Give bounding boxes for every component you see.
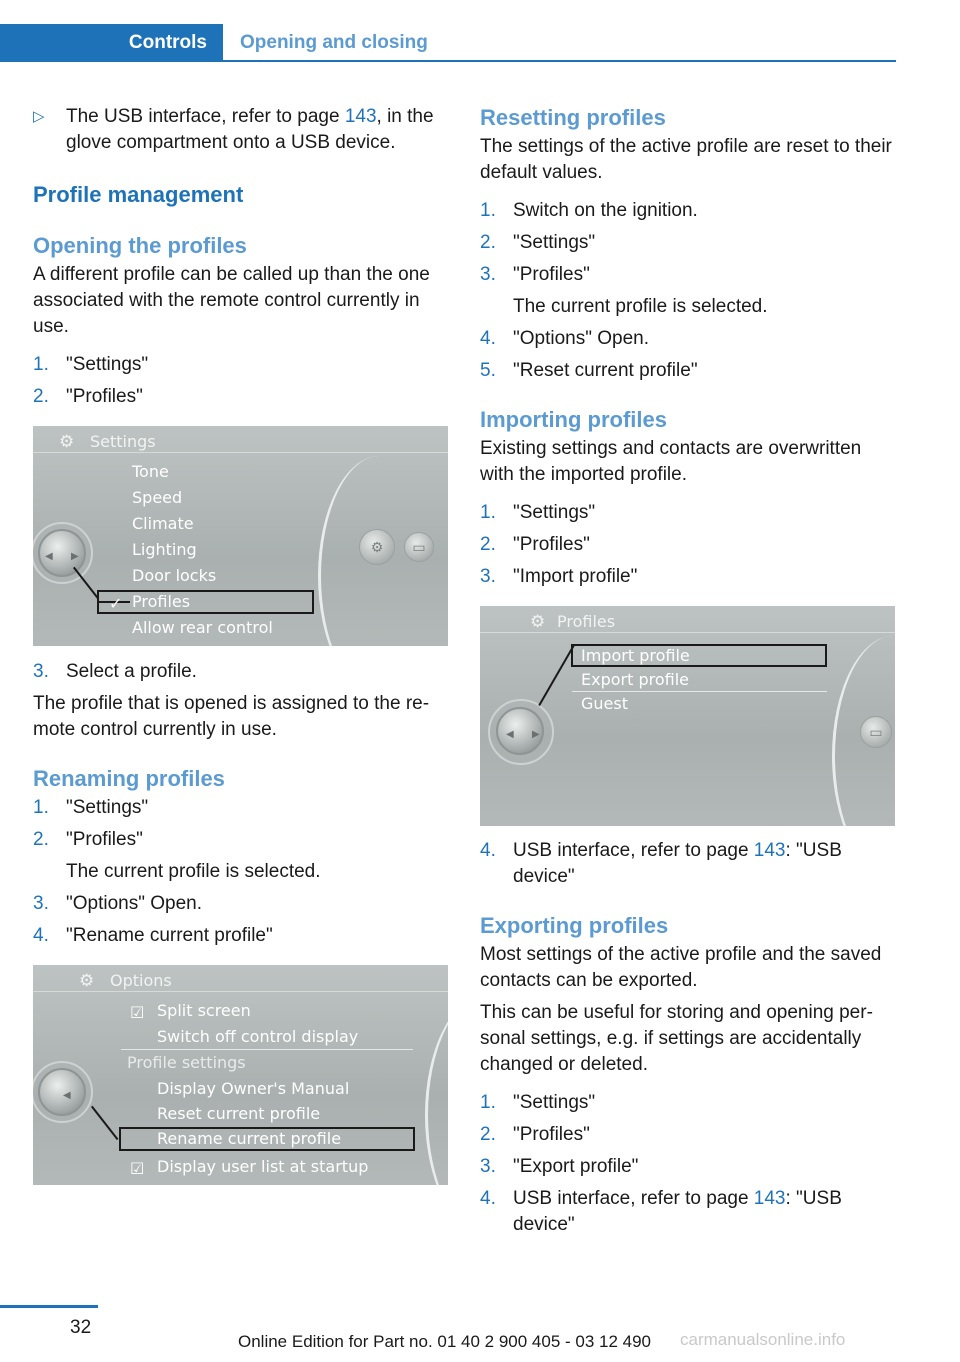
exporting-description-2: This can be useful for storing and opening personal settings, e.g. if settings are accidentally changed or deleted. — [480, 1002, 873, 1075]
gear-icon: ⚙ — [59, 432, 75, 451]
heading-profile-management: Profile management — [33, 182, 244, 207]
list-item: 3. "Profiles" The current profile is selected. — [480, 264, 768, 317]
gear-button-icon: ⚙ — [359, 529, 395, 565]
checkbox-icon: ☑ — [130, 1005, 145, 1022]
list-item: 4. "Options" Open. — [480, 328, 650, 349]
menu-item-selected: Import profile — [581, 646, 690, 665]
list-item: 1. Switch on the ignition. — [480, 200, 698, 221]
checkmark-icon: ✓ — [109, 596, 123, 613]
page-number: 32 — [70, 1317, 92, 1338]
header-rule — [223, 60, 896, 62]
heading-exporting-profiles: Exporting profiles — [480, 913, 669, 938]
opening-steps — [33, 352, 451, 410]
list-item: 3. "Export profile" — [480, 1156, 639, 1177]
opening-after-text: The profile that is opened is assigned to the remote control currently in use. — [33, 693, 430, 740]
left-column — [33, 100, 451, 1185]
list-item: 3. Select a profile. — [33, 661, 197, 682]
menu-section-label: Profile settings — [127, 1053, 246, 1072]
list-item: 1. "Settings" — [480, 1092, 596, 1113]
menu-item: Reset current profile — [157, 1104, 321, 1123]
checkbox-icon: ☑ — [130, 1161, 145, 1178]
menu-item: Tone — [132, 462, 169, 481]
right-column — [480, 100, 898, 1238]
page-link[interactable]: 143 — [753, 1188, 786, 1209]
exporting-description: Most settings of the active profile and the saved contacts can be exported. — [480, 944, 882, 991]
menu-item: Climate — [132, 514, 194, 533]
menu-item: Allow rear control — [132, 618, 273, 637]
menu-item: Speed — [132, 488, 183, 507]
list-item: 5. "Reset current profile" — [480, 360, 698, 381]
list-item: 1. "Settings" — [33, 797, 149, 818]
selection-frame — [571, 644, 827, 667]
menu-item: Lighting — [132, 540, 197, 559]
display-button-icon: ▭ — [860, 716, 892, 748]
footer-rule — [0, 1305, 98, 1308]
list-item: 4. "Rename current profile" — [33, 925, 273, 946]
controller-knob-icon — [38, 1068, 86, 1116]
subsection-tab: Opening and closing — [240, 32, 428, 53]
gear-icon: ⚙ — [530, 612, 546, 631]
menu-item-selected: Rename current profile — [157, 1129, 342, 1148]
heading-resetting-profiles: Resetting profiles — [480, 105, 666, 130]
menu-item-selected: Profiles — [132, 592, 191, 611]
screen-title: Options — [110, 971, 172, 990]
list-item: 1. "Settings" — [480, 502, 596, 523]
bullet-text-end: , in the glove compartment onto a USB device. — [66, 106, 434, 153]
list-item: 2. "Profiles" — [480, 534, 590, 555]
list-item: 2. "Profiles" — [33, 386, 143, 407]
gear-icon: ⚙ — [79, 971, 95, 990]
list-item: 4. USB interface, refer to page 143: "USB device" — [480, 1188, 842, 1235]
selection-frame — [97, 590, 314, 614]
menu-item: Display user list at startup — [157, 1157, 369, 1176]
edition-text: Online Edition for Part no. 01 40 2 900 405 - 03 12 490 — [238, 1332, 652, 1351]
rename-steps — [33, 795, 451, 949]
heading-opening-profiles: Opening the profiles — [33, 233, 247, 258]
menu-item: Switch off control display — [157, 1027, 359, 1046]
importing-description: Existing settings and contacts are overwritten with the imported profile. — [480, 438, 862, 485]
bullet-text: The USB interface, refer to page — [66, 106, 345, 127]
display-button-icon: ▭ — [404, 532, 434, 562]
options-screen-image: ⚙ Options ◀ ☑ Split screen Switch off control display Profile settings Display Owner's Manual Reset current profile Rename current profile ☑ Display user list at startup — [33, 965, 448, 1185]
opening-description: A different profile can be called up than the one associated with the remote control currently in use. — [33, 264, 430, 337]
menu-item: Display Owner's Manual — [157, 1079, 350, 1098]
section-tab: Controls — [0, 24, 223, 62]
profiles-screen-image: ⚙ Profiles ◀ ▶ ▭ Import profile Export profile Guest — [480, 606, 895, 826]
heading-importing-profiles: Importing profiles — [480, 407, 667, 432]
list-item: 2. "Settings" — [480, 232, 596, 253]
page-link[interactable]: 143 — [753, 840, 786, 861]
screen-titlebar — [33, 965, 448, 992]
bullet-item — [33, 104, 451, 156]
heading-renaming-profiles: Renaming profiles — [33, 766, 225, 791]
menu-item: Export profile — [581, 670, 689, 689]
list-item: 3. "Options" Open. — [33, 893, 203, 914]
list-item: 3. "Import profile" — [480, 566, 638, 587]
page-link[interactable]: 143 — [344, 106, 377, 127]
settings-screen-image: ⚙ Settings ◀ ▶ ⚙ ▭ Tone Speed Climate Lighting Door locks ✓ Profiles Allow rear control — [33, 426, 448, 646]
list-item: 2. "Profiles" The current profile is selected. — [33, 829, 321, 882]
screen-title: Profiles — [557, 612, 616, 631]
menu-item: Guest — [581, 694, 628, 713]
selection-frame — [119, 1127, 415, 1151]
list-item: 2. "Profiles" — [480, 1124, 590, 1145]
reset-steps — [480, 198, 898, 384]
list-item: 4. USB interface, refer to page 143: "USB device" — [480, 840, 842, 887]
resetting-description: The settings of the active profile are reset to their default values. — [480, 136, 892, 183]
triangle-bullet-icon: ▷ — [33, 108, 45, 125]
import-steps — [480, 500, 898, 590]
watermark: carmanualsonline.info — [680, 1330, 846, 1349]
page-header — [0, 24, 896, 62]
menu-item: Door locks — [132, 566, 217, 585]
list-item: 1. "Settings" — [33, 354, 149, 375]
menu-item: Split screen — [157, 1001, 251, 1020]
export-steps — [480, 1090, 898, 1238]
screen-title: Settings — [90, 432, 156, 451]
